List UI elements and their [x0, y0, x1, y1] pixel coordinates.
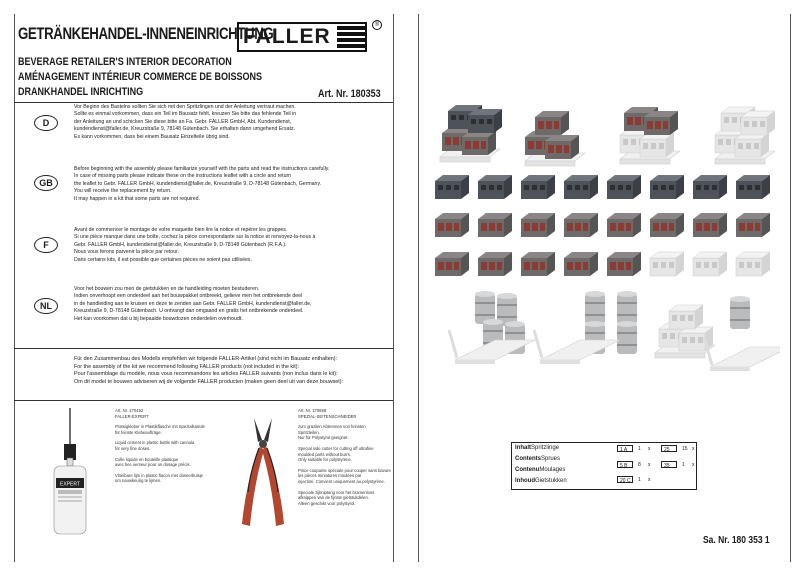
pallet-truck-2	[534, 330, 620, 364]
recommendation-text: Für den Zusammenbau des Modells empfehlen wir folgende FALLER-Artikel (sind nicht im Bausatz enthalten): For the assembly of the kit we recommend following FALLER products (not included in the kit): Pour l'assemblage du modèle, nous vous recommandons les articles FALLER suivants (non inclus dans le kit): Om dit model te bouwen adviseren wij de volgende FALLER producten (maken geen deel uit van deze bouwset):	[74, 356, 344, 385]
subtitle-fr: AMÉNAGEMENT INTÉRIEUR COMMERCE DE BOISSONS	[18, 71, 263, 83]
section-divider	[14, 348, 393, 349]
subtitle-nl: DRANKHANDEL INRICHTING	[18, 86, 144, 98]
side-cutter-icon	[232, 412, 296, 532]
crate-grid-red-2	[435, 252, 770, 276]
instructions-d: Vor Beginn des Bastelns sollten Sie sich mit den Spritzlingen und der Anleitung vertraut machen. Sollte es einmal vorkommen, dass ein Teil im Bausatz fehlt, kreuzen Sie bitte das fehlende Teil in der Anleitung an und schicken Sie diese bitte an Fa. Gebr. FALLER GmbH, Abt. Kundendienst, kundendienst@faller.de, Kreuzstraße 9, 78148 Gütenbach. Sie erhalten dann umgehend Ersatz. Es kann vorkommen, dass bei einem Bausatz Einzelteile übrig sind.	[74, 104, 297, 140]
parts-table: InhaltSpritzlinge ContentsSprues ContenuMoulages InhoudGietstukken 1 A 1 x 25 15 x 5 B 8 x 35 1 x 20 C 1 x	[511, 442, 697, 490]
stack-white	[715, 107, 775, 164]
page-title: GETRÄNKEHANDEL-INNENEINRICHTUNG	[18, 24, 274, 43]
glue-bottle-icon	[40, 408, 100, 538]
subtitle-en: BEVERAGE RETAILER'S INTERIOR DECORATION	[18, 56, 232, 68]
parts-row-fr: ContenuMoulages	[515, 467, 566, 473]
instructions-nl: Voor het bouwen zou men de gietstukken en de handleiding moeten bestuderen. Indien onverhoopt een onderdeel aan het bouwpakket ontbreekt, gelieve men het ontbrekende deel in de handleiding aan te kruisen en deze te zenden aan Gebr. FALLER GmbH, kundendienst@faller.de, Kreuzstraße 9, D-78148 Gütenbach. U ontvangt dan omgaand en gratis het ontbrekende onderdeel. Het kan voorkomen dat u bij bepaalde bouwdozen onderdelen overhoudt.	[74, 286, 312, 322]
parts-row-de: InhaltSpritzlinge	[515, 445, 560, 451]
instructions-f: Avant de commencer le montage de votre maquette bien lire la notice et repérer les grappes. Si une pièce manque dans une boîte, cochez la pièce correspondante sur la notice et renvoyez-la-nous à Gebr. FALLER GmbH, kundendienst@faller.de, Kreuzstraße 9, D-78148 Gütenbach (R.F.A.). Nous vous ferons parvenir la pièce par retour. Dans certains kits, il est possible que certaines pièces ne soient pas utilisées.	[74, 227, 316, 263]
article-number: Art. Nr. 180353	[318, 88, 381, 100]
kit-contents-illustration	[430, 95, 780, 375]
page-border-left	[14, 14, 15, 562]
sa-number: Sa. Nr. 180 353 1	[703, 535, 770, 546]
instructions-gb: Before beginning with the assembly please familiarize yourself with the parts and read the instructions carefully. In case of missing parts please indicate these on the instructions leaflet with a circle and return the leaflet to Gebr. FALLER GmbH, kundendienst@faller.de, Kreuzstraße 9, D-78148 Gütenbach, Germany. You will receive the replacement by return. It may happen in a kit that some parts are not required.	[74, 166, 330, 202]
page-border-right-start	[418, 14, 419, 562]
stack-red	[525, 111, 585, 166]
barrel-right	[730, 296, 750, 329]
crate-grid-dark	[435, 175, 770, 199]
product-cutter-text: Art. Nr. 170688 SPEZIAL-SEITENSCHNEIDER zum grazilen Abtrennen von feinsten Spritzteilen. Nur für Polystyrol geeignet. Special side cutter for cutting off ultrafine moulded parts without burrs. Only suitable for polystyrene. Pince coupante spéciale pour couper sans bavure les pièces miniatures moulées par injection. Convient uniquement au polystyrène. Speciale zijkniptang voor het bramenloos afknippen van de fijnste gietstukdelen. Alleen geschikt voor polystyrol.	[298, 408, 391, 506]
logo-bars-icon	[337, 26, 365, 48]
lang-badge-gb: GB	[34, 175, 58, 191]
stack-dark-pallet	[440, 105, 502, 162]
lang-badge-d: D	[34, 115, 58, 131]
logo-text: FALLER	[243, 25, 331, 48]
crate-grid-red-1	[435, 213, 770, 237]
registered-mark: ®	[372, 20, 382, 30]
product-glue-text: Art. Nr. 170492 FALLER-EXPERT Flüssigkleber in Plastikflasche mit Spezialkanüle für feinste Klebeaufträge. Liquid cement in plastic bottle with cannula for very fine doses. Colle liquide en bouteille plastique avec bec verseur pour un dosage précis. Vloeibare lijm in plastic flacon met doseerbuisje om nauwkeurig te lijmen.	[115, 408, 205, 484]
stack-final	[655, 305, 715, 358]
lang-badge-nl: NL	[34, 298, 58, 314]
parts-row-en: ContentsSprues	[515, 456, 561, 462]
products-divider	[14, 400, 393, 401]
lang-badge-f: F	[34, 237, 58, 253]
bottle-label: EXPERT	[60, 481, 80, 488]
header-divider	[14, 102, 393, 103]
stack-red-white	[620, 107, 680, 164]
pallet-truck-3	[704, 337, 780, 371]
parts-row-nl: InhoudGietstukken	[515, 478, 567, 484]
faller-logo	[237, 22, 367, 52]
page-border-right	[790, 14, 791, 562]
